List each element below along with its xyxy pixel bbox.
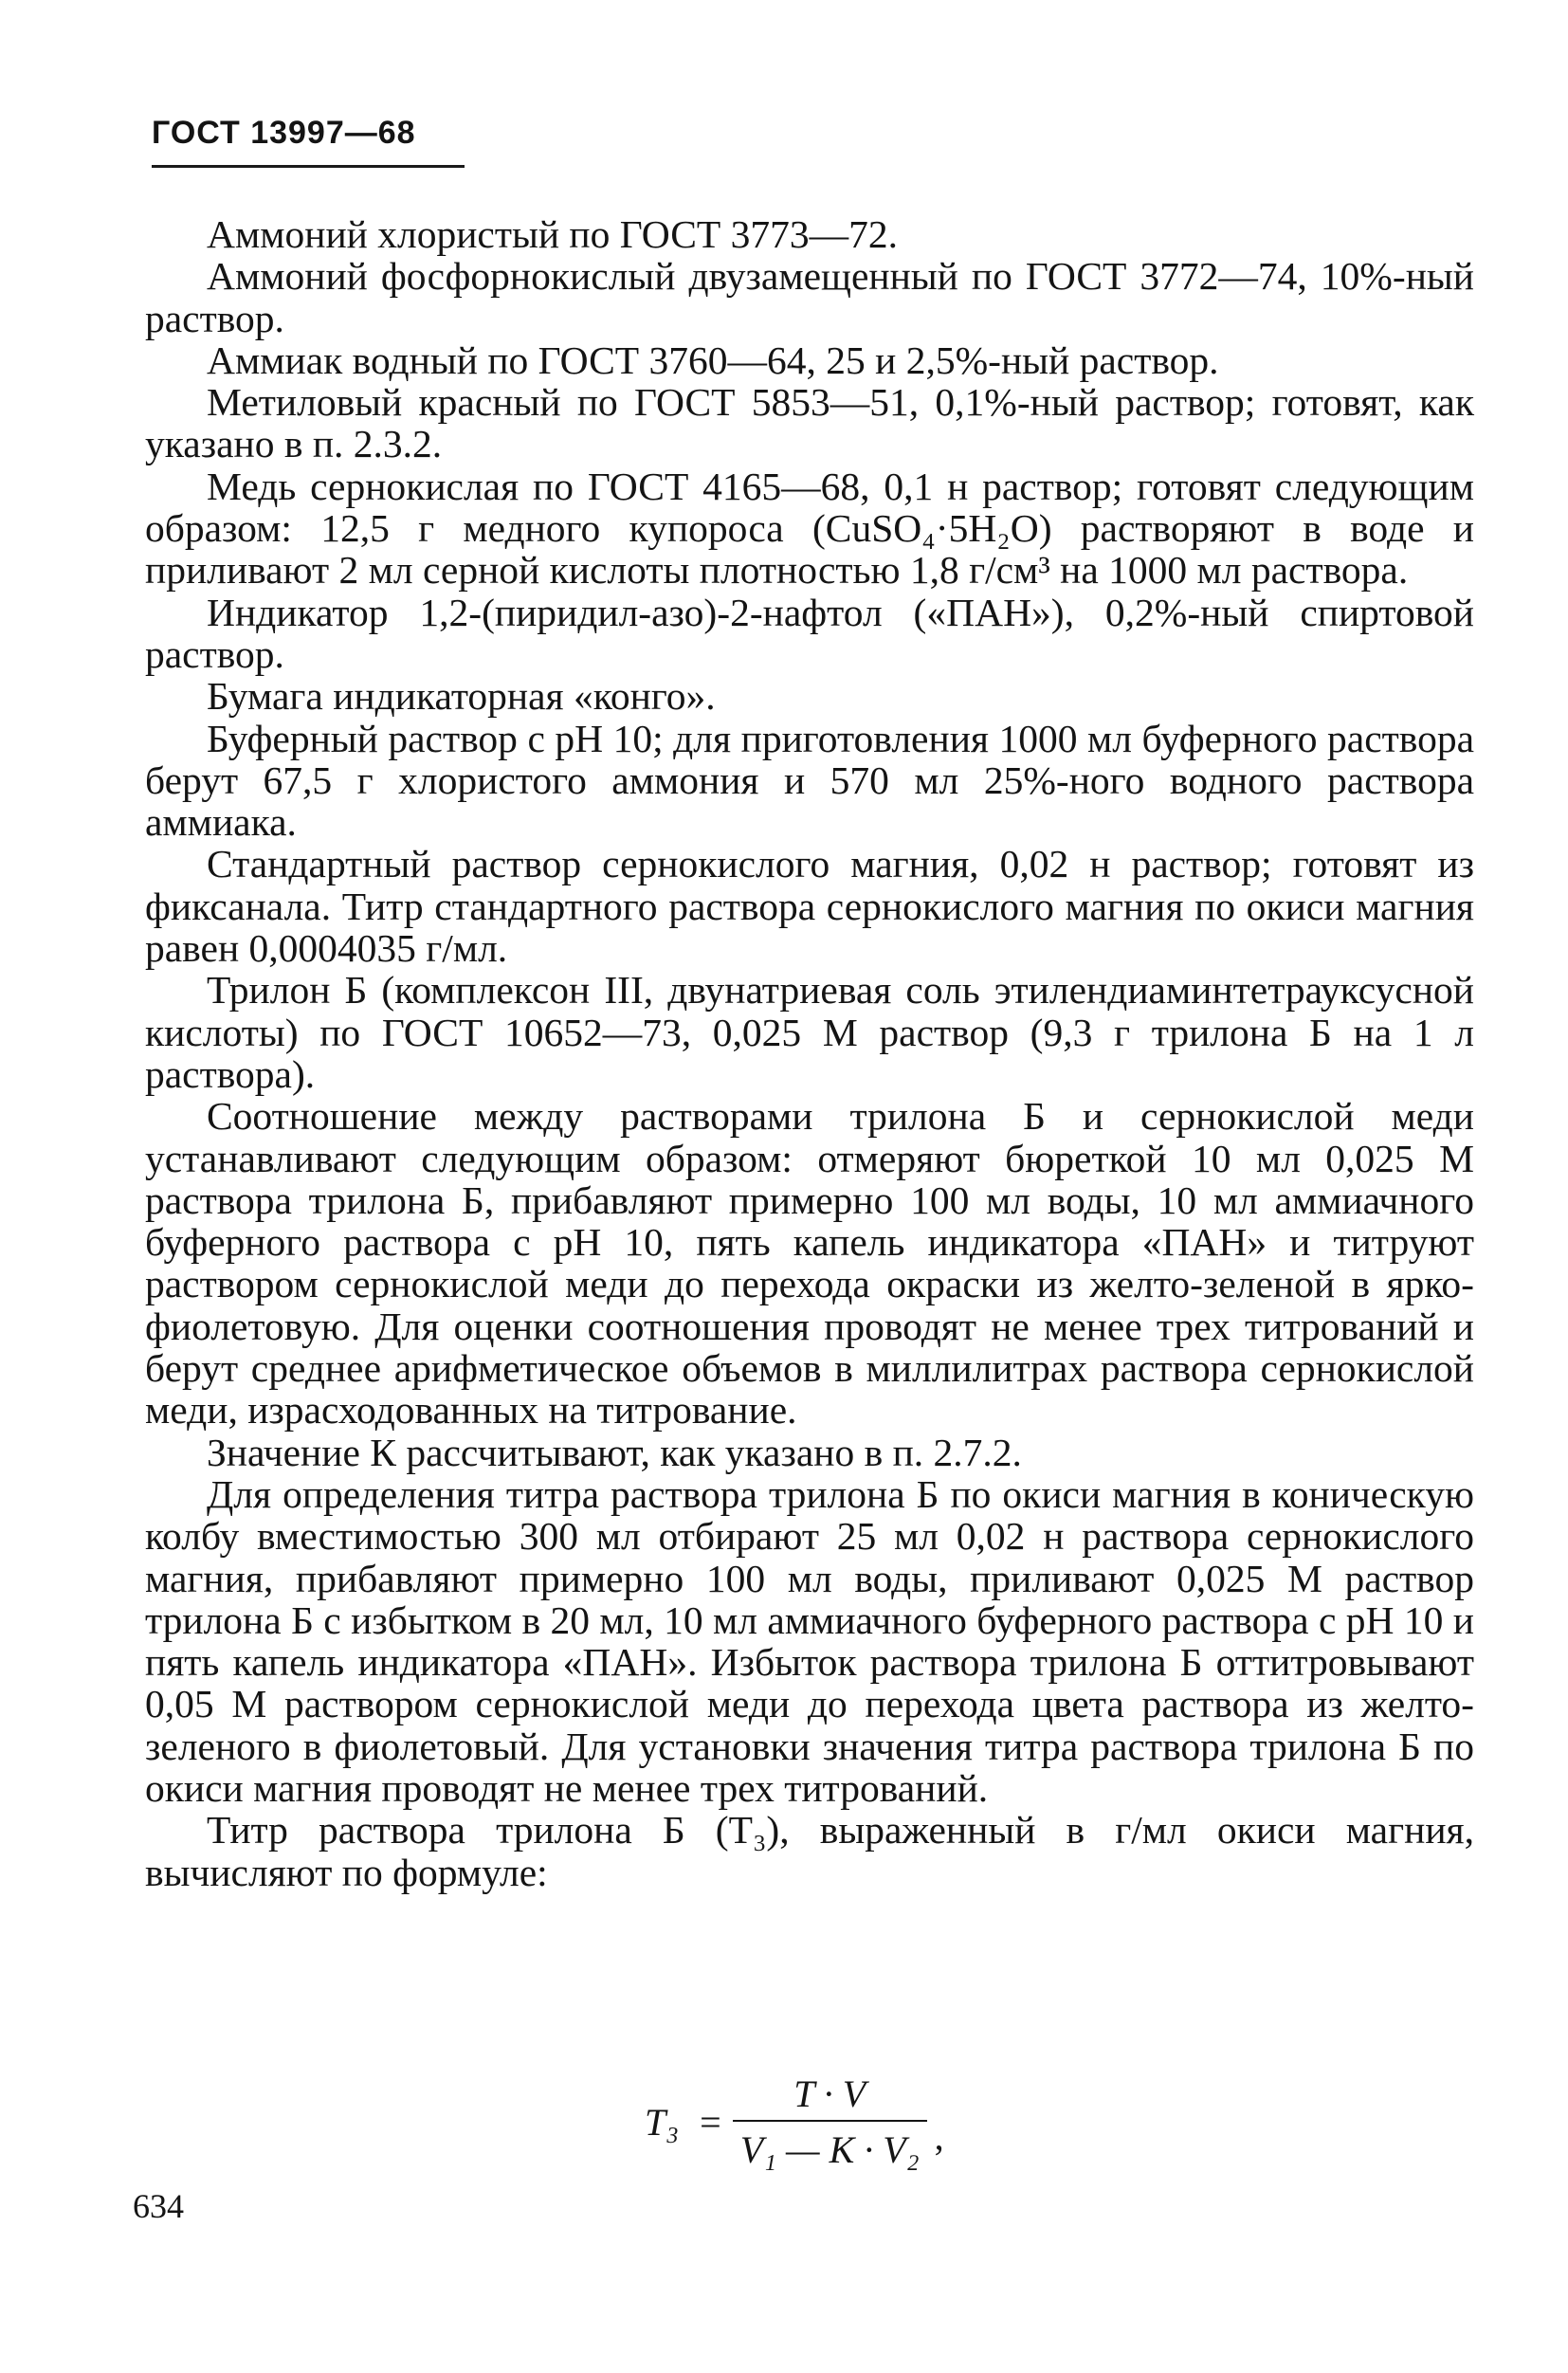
paragraph-indicator-pan: Индикатор 1,2-(пиридил-азо)-2-нафтол («ПАН»), 0,2%-ный спиртовой раствор.: [145, 590, 1474, 676]
paragraph-magnesium-standard: Стандартный раствор сернокислого магния, 0,02 н раствор; готовят из фиксанала. Титр стандартного раствора сернокислого магния по окиси магния равен 0,0004035 г/мл.: [145, 842, 1474, 971]
page-header: [152, 114, 465, 168]
paragraph-trilon-b: Трилон Б (комплексон III, двунатриевая соль этилендиаминтетрауксусной кислоты) по ГОСТ 10652—73, 0,025 М раствор (9,3 г трилона Б на 1 л раствора).: [145, 968, 1474, 1096]
page-number: 634: [133, 2187, 184, 2225]
paragraph-ammonium-chloride: Аммоний хлористый по ГОСТ 3773—72.: [207, 212, 898, 256]
header-rule: [152, 165, 465, 168]
paragraph-ammonium-phosphate: Аммоний фосфорнокислый двузамещенный по ГОСТ 3772—74, 10%-ный раствор.: [145, 254, 1474, 340]
formula-numerator: T · V: [793, 2072, 866, 2115]
paragraph-congo-paper: Бумага индикаторная «конго».: [207, 674, 716, 719]
formula-equals: =: [700, 2100, 721, 2144]
paragraph-titre-determination: Для определения титра раствора трилона Б по окиси магния в коническую колбу вместимостью 300 мл отбирают 25 мл 0,02 н раствора сернокислого магния, прибавляют примерно 100 мл воды, приливают 0,025 М раствор трилона Б с избытком в 20 мл, 10 мл аммиачного буферного раствора с рН 10 и пять капель индикатора «ПАН». Избыток раствора трилона Б оттитровывают 0,05 М раствором сернокислой меди до перехода цвета раствора из желто-зеленого в фиолетовый. Для установки значения титра раствора трилона Б по окиси магния проводят не менее трех титрований.: [145, 1471, 1474, 1810]
formula-fraction: [733, 2072, 927, 2172]
standard-title: ГОСТ 13997—68: [152, 115, 416, 151]
body-text: [145, 213, 1474, 1893]
formula-trailing: ,: [934, 2114, 944, 2158]
paragraph-k-value: Значение К рассчитывают, как указано в п. 2.7.2.: [207, 1430, 1022, 1474]
formula-lhs: T₃: [645, 2100, 680, 2144]
paragraph-buffer-solution: Буферный раствор с рН 10; для приготовления 1000 мл буферного раствора берут 67,5 г хлористого аммония и 570 мл 25%-ного водного раствора аммиака.: [145, 716, 1474, 845]
paragraph-copper-sulfate: Медь сернокислая по ГОСТ 4165—68, 0,1 н раствор; готовят следующим образом: 12,5 г медного купороса (CuSO₄·5H₂O) растворяют в воде и приливают 2 мл серной кислоты плотностью 1,8 г/см³ на 1000 мл раствора.: [145, 464, 1474, 593]
paragraph-ratio: Соотношение между растворами трилона Б и сернокислой меди устанавливают следующим образом: отмеряют бюреткой 10 мл 0,025 М раствора трилона Б, прибавляют примерно 100 мл воды, 10 мл аммиачного буферного раствора с рН 10, пять капель индикатора «ПАН» и титруют раствором сернокислой меди до перехода окраски из желто-зеленой в ярко-фиолетовую. Для оценки соотношения проводят не менее трех титрований и берут среднее арифметическое объемов в миллилитрах раствора сернокислой меди, израсходованных на титрование.: [145, 1094, 1474, 1433]
paragraph-titre-formula-intro: Титр раствора трилона Б (Т₃), выраженный в г/мл окиси магния, вычисляют по формуле:: [145, 1808, 1474, 1894]
titre-formula: [645, 2072, 944, 2172]
formula-denominator: V₁ — K · V₂: [739, 2128, 920, 2171]
paragraph-methyl-red: Метиловый красный по ГОСТ 5853—51, 0,1%-ный раствор; готовят, как указано в п. 2.3.2.: [145, 380, 1474, 466]
paragraph-ammonia: Аммиак водный по ГОСТ 3760—64, 25 и 2,5%-ный раствор.: [207, 338, 1219, 382]
